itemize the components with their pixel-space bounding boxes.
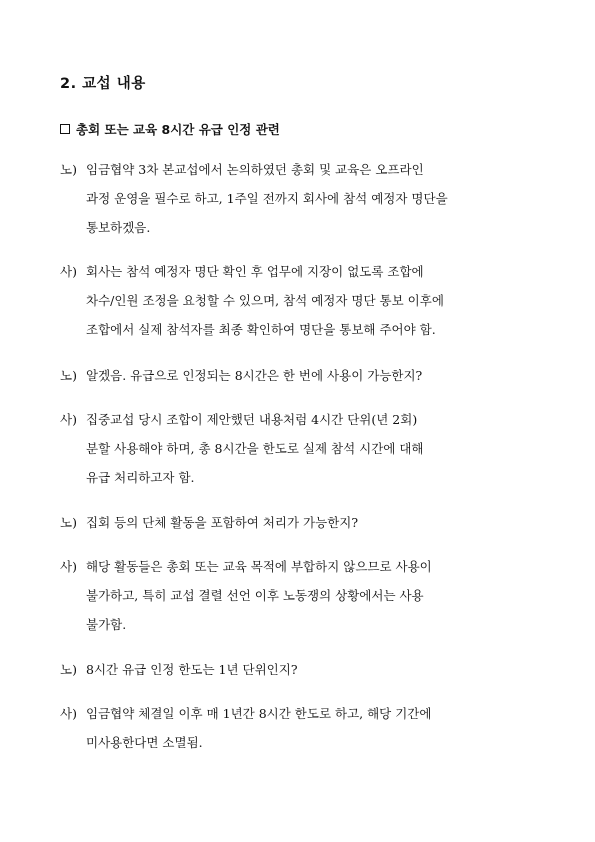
exchange-company xyxy=(60,704,540,762)
exchange-company xyxy=(60,557,540,644)
statement-line: 미사용한다면 소멸됨. xyxy=(86,735,203,750)
checkbox-icon xyxy=(60,124,70,134)
speaker-label: 사) xyxy=(60,559,77,574)
speaker-label: 사) xyxy=(60,412,77,427)
exchange-union xyxy=(60,160,540,247)
statement-line: 집회 등의 단체 활동을 포함하여 처리가 가능한지? xyxy=(86,515,359,530)
exchange-company xyxy=(60,262,540,349)
statement-line: 조합에서 실제 참석자를 최종 확인하여 명단을 통보해 주어야 함. xyxy=(86,322,436,337)
speaker-label: 노) xyxy=(60,368,77,383)
statement-line: 임금협약 체결일 이후 매 1년간 8시간 한도로 하고, 해당 기간에 xyxy=(86,706,432,721)
exchange-union xyxy=(60,660,540,689)
statement-line: 해당 활동들은 총회 또는 교육 목적에 부합하지 않으므로 사용이 xyxy=(86,559,432,574)
statement-line: 임금협약 3차 본교섭에서 논의하였던 총회 및 교육은 오프라인 xyxy=(86,162,424,177)
statement-line: 회사는 참석 예정자 명단 확인 후 업무에 지장이 없도록 조합에 xyxy=(86,264,424,279)
speaker-label: 노) xyxy=(60,662,77,677)
statement-line: 차수/인원 조정을 요청할 수 있으며, 참석 예정자 명단 통보 이후에 xyxy=(86,293,444,308)
statement-line: 분할 사용해야 하며, 총 8시간을 한도로 실제 참석 시간에 대해 xyxy=(86,441,424,456)
speaker-label: 사) xyxy=(60,264,77,279)
topic-title: 총회 또는 교육 8시간 유급 인정 관련 xyxy=(76,122,280,137)
statement-line: 통보하겠음. xyxy=(86,220,151,235)
statement-line: 유급 처리하고자 함. xyxy=(86,470,195,485)
exchange-union xyxy=(60,513,540,542)
topic-heading xyxy=(60,120,280,138)
exchange-union xyxy=(60,366,540,395)
statement-line: 8시간 유급 인정 한도는 1년 단위인지? xyxy=(86,662,298,677)
speaker-label: 노) xyxy=(60,515,77,530)
speaker-label: 사) xyxy=(60,706,77,721)
exchange-company xyxy=(60,410,540,497)
speaker-label: 노) xyxy=(60,162,77,177)
statement-line: 불가함. xyxy=(86,617,127,632)
statement-line: 알겠음. 유급으로 인정되는 8시간은 한 번에 사용이 가능한지? xyxy=(86,368,423,383)
statement-line: 과정 운영을 필수로 하고, 1주일 전까지 회사에 참석 예정자 명단을 xyxy=(86,191,448,206)
statement-line: 불가하고, 특히 교섭 결렬 선언 이후 노동쟁의 상황에서는 사용 xyxy=(86,588,424,603)
statement-line: 집중교섭 당시 조합이 제안했던 내용처럼 4시간 단위(년 2회) xyxy=(86,412,418,427)
section-title: 2. 교섭 내용 xyxy=(60,76,146,92)
